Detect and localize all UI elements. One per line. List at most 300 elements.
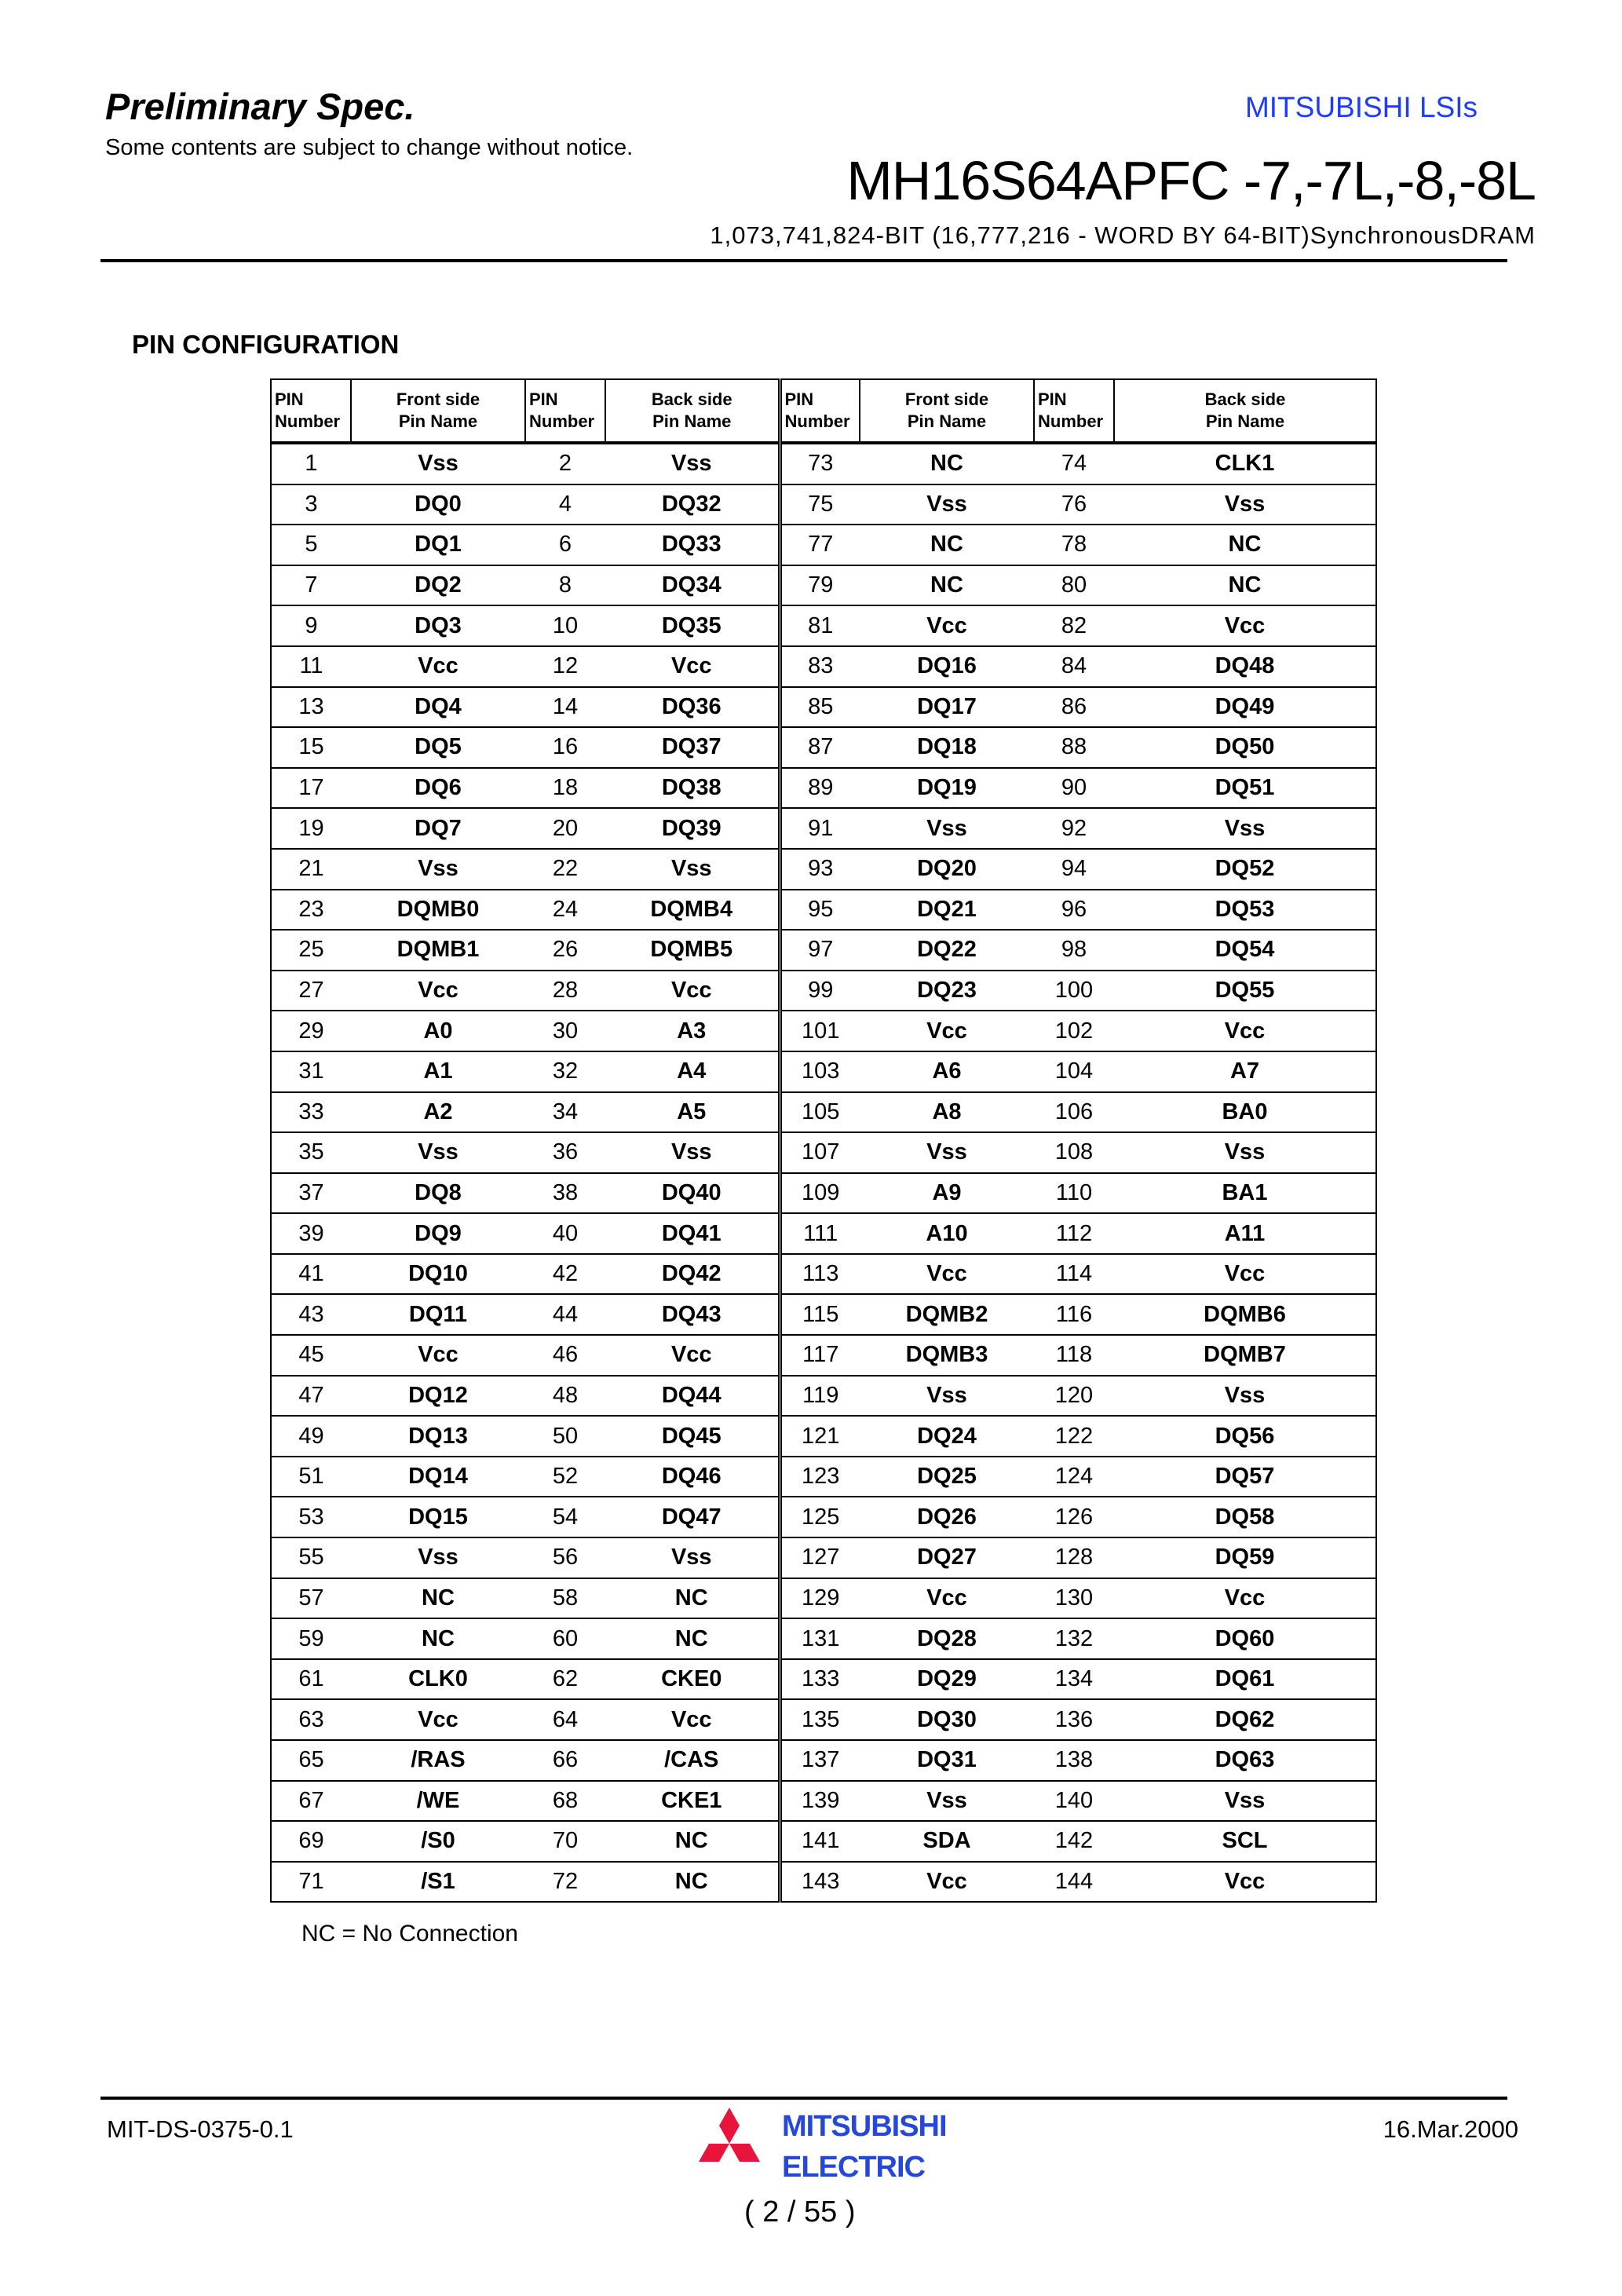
front-pin-number: 79	[780, 565, 860, 606]
back-pin-name: Vcc	[1114, 1862, 1376, 1903]
back-pin-name: A5	[605, 1092, 780, 1133]
part-description: 1,073,741,824-BIT (16,777,216 - WORD BY 64-BIT)SynchronousDRAM	[710, 221, 1536, 249]
table-row	[271, 484, 1376, 525]
header-text: Front side	[904, 389, 989, 409]
front-pin-name: DQ14	[351, 1457, 525, 1497]
back-pin-number: 42	[525, 1254, 605, 1295]
back-pin-number: 60	[525, 1618, 605, 1659]
back-pin-number: 114	[1034, 1254, 1114, 1295]
back-pin-name: DQMB4	[605, 890, 780, 930]
back-pin-number: 8	[525, 565, 605, 606]
header-text: Back side	[651, 389, 732, 409]
back-pin-name: SCL	[1114, 1821, 1376, 1862]
table-header-row	[271, 379, 1376, 443]
back-pin-number: 136	[1034, 1699, 1114, 1740]
front-pin-name: DQ2	[351, 565, 525, 606]
back-pin-name: Vss	[605, 443, 780, 484]
front-pin-name: DQ28	[860, 1618, 1034, 1659]
back-pin-name: NC	[605, 1821, 780, 1862]
back-pin-number: 54	[525, 1497, 605, 1537]
header-text: Pin Name	[652, 411, 732, 431]
company-logo-text	[782, 2106, 947, 2188]
back-pin-number: 48	[525, 1376, 605, 1417]
front-pin-name: DQ31	[860, 1740, 1034, 1781]
front-pin-name: DQ26	[860, 1497, 1034, 1537]
front-pin-number: 71	[271, 1862, 351, 1903]
front-pin-name: DQ16	[860, 646, 1034, 687]
back-pin-number: 58	[525, 1578, 605, 1619]
header-text: Number	[1038, 411, 1104, 431]
front-pin-number: 63	[271, 1699, 351, 1740]
back-pin-number: 12	[525, 646, 605, 687]
front-pin-number: 5	[271, 525, 351, 565]
back-pin-name: DQ47	[605, 1497, 780, 1537]
front-pin-name: Vss	[860, 484, 1034, 525]
front-pin-name: DQ9	[351, 1213, 525, 1254]
front-pin-number: 119	[780, 1376, 860, 1417]
header-text: PIN	[1038, 389, 1067, 409]
front-pin-number: 135	[780, 1699, 860, 1740]
back-pin-number: 20	[525, 808, 605, 849]
front-pin-number: 133	[780, 1659, 860, 1700]
table-row	[271, 1537, 1376, 1578]
back-pin-number: 86	[1034, 687, 1114, 728]
back-pin-number: 118	[1034, 1335, 1114, 1376]
front-pin-number: 121	[780, 1416, 860, 1457]
table-row	[271, 1376, 1376, 1417]
header-front-pin-name	[860, 379, 1034, 443]
front-pin-number: 45	[271, 1335, 351, 1376]
back-pin-name: NC	[605, 1618, 780, 1659]
back-pin-number: 134	[1034, 1659, 1114, 1700]
front-pin-number: 125	[780, 1497, 860, 1537]
front-pin-name: DQMB1	[351, 930, 525, 971]
back-pin-name: DQ59	[1114, 1537, 1376, 1578]
back-pin-name: DQ63	[1114, 1740, 1376, 1781]
header-back-pin-name	[1114, 379, 1376, 443]
change-notice: Some contents are subject to change without notice.	[105, 135, 634, 160]
front-pin-number: 19	[271, 808, 351, 849]
table-row	[271, 1618, 1376, 1659]
back-pin-name: DQMB7	[1114, 1335, 1376, 1376]
front-pin-name: Vss	[351, 1132, 525, 1173]
back-pin-name: A4	[605, 1051, 780, 1092]
back-pin-name: BA1	[1114, 1173, 1376, 1214]
back-pin-number: 144	[1034, 1862, 1114, 1903]
back-pin-name: CLK1	[1114, 443, 1376, 484]
back-pin-number: 100	[1034, 971, 1114, 1011]
front-pin-number: 35	[271, 1132, 351, 1173]
front-pin-name: DQ3	[351, 605, 525, 646]
header-text: PIN	[784, 389, 814, 409]
front-pin-number: 53	[271, 1497, 351, 1537]
header-pin-number	[1034, 379, 1114, 443]
front-pin-number: 13	[271, 687, 351, 728]
front-pin-name: Vss	[351, 849, 525, 890]
front-pin-number: 129	[780, 1578, 860, 1619]
front-pin-number: 109	[780, 1173, 860, 1214]
front-pin-name: Vcc	[860, 1011, 1034, 1051]
front-pin-name: A9	[860, 1173, 1034, 1214]
table-row	[271, 808, 1376, 849]
back-pin-name: DQ40	[605, 1173, 780, 1214]
back-pin-number: 16	[525, 727, 605, 768]
back-pin-number: 46	[525, 1335, 605, 1376]
back-pin-number: 34	[525, 1092, 605, 1133]
back-pin-name: Vss	[1114, 1781, 1376, 1822]
back-pin-name: Vss	[1114, 1376, 1376, 1417]
back-pin-number: 110	[1034, 1173, 1114, 1214]
back-pin-name: Vcc	[605, 1335, 780, 1376]
back-pin-name: DQ54	[1114, 930, 1376, 971]
front-pin-name: Vss	[860, 808, 1034, 849]
front-pin-number: 27	[271, 971, 351, 1011]
back-pin-name: CKE0	[605, 1659, 780, 1700]
front-pin-number: 69	[271, 1821, 351, 1862]
back-pin-name: DQMB6	[1114, 1294, 1376, 1335]
front-pin-number: 59	[271, 1618, 351, 1659]
table-row	[271, 1862, 1376, 1903]
front-pin-name: DQ4	[351, 687, 525, 728]
front-pin-number: 131	[780, 1618, 860, 1659]
back-pin-name: DQ62	[1114, 1699, 1376, 1740]
footer-divider	[100, 2097, 1507, 2100]
front-pin-number: 7	[271, 565, 351, 606]
front-pin-number: 61	[271, 1659, 351, 1700]
front-pin-number: 99	[780, 971, 860, 1011]
header-back-pin-name	[605, 379, 780, 443]
back-pin-number: 142	[1034, 1821, 1114, 1862]
front-pin-number: 103	[780, 1051, 860, 1092]
back-pin-name: DQ58	[1114, 1497, 1376, 1537]
header-text: Pin Name	[398, 411, 478, 431]
front-pin-name: Vss	[351, 1537, 525, 1578]
back-pin-name: DQ61	[1114, 1659, 1376, 1700]
front-pin-number: 113	[780, 1254, 860, 1295]
front-pin-number: 83	[780, 646, 860, 687]
front-pin-name: NC	[860, 565, 1034, 606]
front-pin-number: 43	[271, 1294, 351, 1335]
front-pin-number: 33	[271, 1092, 351, 1133]
back-pin-number: 106	[1034, 1092, 1114, 1133]
back-pin-name: DQ49	[1114, 687, 1376, 728]
back-pin-name: DQ56	[1114, 1416, 1376, 1457]
back-pin-number: 102	[1034, 1011, 1114, 1051]
back-pin-number: 76	[1034, 484, 1114, 525]
header-text: Front side	[396, 389, 480, 409]
table-row	[271, 1457, 1376, 1497]
front-pin-name: NC	[860, 443, 1034, 484]
table-row	[271, 1294, 1376, 1335]
table-row	[271, 565, 1376, 606]
front-pin-name: DQ22	[860, 930, 1034, 971]
front-pin-name: /S1	[351, 1862, 525, 1903]
back-pin-name: DQ37	[605, 727, 780, 768]
front-pin-name: NC	[351, 1618, 525, 1659]
front-pin-name: DQ29	[860, 1659, 1034, 1700]
back-pin-number: 2	[525, 443, 605, 484]
front-pin-number: 73	[780, 443, 860, 484]
front-pin-number: 77	[780, 525, 860, 565]
front-pin-number: 55	[271, 1537, 351, 1578]
front-pin-name: DQ11	[351, 1294, 525, 1335]
table-row	[271, 1011, 1376, 1051]
back-pin-name: DQ36	[605, 687, 780, 728]
front-pin-name: DQ5	[351, 727, 525, 768]
front-pin-name: DQ6	[351, 768, 525, 809]
back-pin-name: DQ38	[605, 768, 780, 809]
back-pin-number: 66	[525, 1740, 605, 1781]
front-pin-number: 47	[271, 1376, 351, 1417]
table-row	[271, 930, 1376, 971]
front-pin-name: DQ15	[351, 1497, 525, 1537]
front-pin-number: 141	[780, 1821, 860, 1862]
logo-line-2: ELECTRIC	[782, 2151, 925, 2184]
table-row	[271, 443, 1376, 484]
back-pin-name: DQ46	[605, 1457, 780, 1497]
three-diamonds-logo-icon	[694, 2108, 765, 2177]
front-pin-number: 95	[780, 890, 860, 930]
back-pin-number: 64	[525, 1699, 605, 1740]
front-pin-name: Vcc	[860, 1254, 1034, 1295]
front-pin-name: DQ21	[860, 890, 1034, 930]
table-row	[271, 727, 1376, 768]
back-pin-number: 132	[1034, 1618, 1114, 1659]
back-pin-name: DQ52	[1114, 849, 1376, 890]
table-row	[271, 1578, 1376, 1619]
front-pin-name: DQ23	[860, 971, 1034, 1011]
logo-line-1: MITSUBISHI	[782, 2110, 947, 2143]
back-pin-number: 138	[1034, 1740, 1114, 1781]
back-pin-number: 70	[525, 1821, 605, 1862]
table-row	[271, 1051, 1376, 1092]
back-pin-number: 18	[525, 768, 605, 809]
back-pin-name: DQ55	[1114, 971, 1376, 1011]
front-pin-name: A1	[351, 1051, 525, 1092]
table-row	[271, 525, 1376, 565]
back-pin-number: 32	[525, 1051, 605, 1092]
back-pin-name: DQ44	[605, 1376, 780, 1417]
back-pin-name: A3	[605, 1011, 780, 1051]
back-pin-number: 24	[525, 890, 605, 930]
back-pin-name: DQ35	[605, 605, 780, 646]
front-pin-number: 105	[780, 1092, 860, 1133]
back-pin-name: DQ48	[1114, 646, 1376, 687]
back-pin-number: 36	[525, 1132, 605, 1173]
front-pin-number: 85	[780, 687, 860, 728]
front-pin-name: NC	[351, 1578, 525, 1619]
front-pin-name: /RAS	[351, 1740, 525, 1781]
back-pin-name: DQ41	[605, 1213, 780, 1254]
front-pin-name: Vss	[860, 1781, 1034, 1822]
front-pin-number: 17	[271, 768, 351, 809]
document-id: MIT-DS-0375-0.1	[107, 2115, 294, 2143]
front-pin-name: DQ25	[860, 1457, 1034, 1497]
back-pin-number: 108	[1034, 1132, 1114, 1173]
table-row	[271, 687, 1376, 728]
front-pin-name: DQ27	[860, 1537, 1034, 1578]
front-pin-name: DQ10	[351, 1254, 525, 1295]
back-pin-name: DQMB5	[605, 930, 780, 971]
front-pin-name: /S0	[351, 1821, 525, 1862]
back-pin-number: 90	[1034, 768, 1114, 809]
front-pin-number: 31	[271, 1051, 351, 1092]
front-pin-number: 23	[271, 890, 351, 930]
table-row	[271, 1740, 1376, 1781]
back-pin-name: Vss	[1114, 808, 1376, 849]
back-pin-name: /CAS	[605, 1740, 780, 1781]
header-pin-number	[271, 379, 351, 443]
front-pin-number: 143	[780, 1862, 860, 1903]
front-pin-number: 123	[780, 1457, 860, 1497]
header-pin-number	[780, 379, 860, 443]
section-title: PIN CONFIGURATION	[132, 330, 400, 359]
front-pin-name: NC	[860, 525, 1034, 565]
table-row	[271, 1254, 1376, 1295]
table-row	[271, 646, 1376, 687]
back-pin-name: BA0	[1114, 1092, 1376, 1133]
back-pin-name: DQ60	[1114, 1618, 1376, 1659]
back-pin-name: NC	[605, 1578, 780, 1619]
front-pin-name: A2	[351, 1092, 525, 1133]
front-pin-name: DQ30	[860, 1699, 1034, 1740]
front-pin-name: Vcc	[351, 971, 525, 1011]
back-pin-name: Vss	[605, 1132, 780, 1173]
front-pin-name: DQ13	[351, 1416, 525, 1457]
front-pin-number: 115	[780, 1294, 860, 1335]
table-row	[271, 971, 1376, 1011]
table-row	[271, 1416, 1376, 1457]
front-pin-number: 97	[780, 930, 860, 971]
front-pin-number: 75	[780, 484, 860, 525]
part-number: MH16S64APFC -7,-7L,-8,-8L	[846, 150, 1536, 211]
table-row	[271, 1821, 1376, 1862]
back-pin-name: Vcc	[605, 646, 780, 687]
back-pin-name: NC	[605, 1862, 780, 1903]
back-pin-name: DQ32	[605, 484, 780, 525]
front-pin-name: SDA	[860, 1821, 1034, 1862]
back-pin-number: 28	[525, 971, 605, 1011]
front-pin-name: DQMB2	[860, 1294, 1034, 1335]
header-pin-number	[525, 379, 605, 443]
back-pin-number: 38	[525, 1173, 605, 1214]
back-pin-number: 44	[525, 1294, 605, 1335]
back-pin-number: 26	[525, 930, 605, 971]
back-pin-number: 80	[1034, 565, 1114, 606]
front-pin-number: 93	[780, 849, 860, 890]
table-row	[271, 1173, 1376, 1214]
header-text: Pin Name	[1205, 411, 1285, 431]
back-pin-number: 98	[1034, 930, 1114, 971]
pin-table-body	[271, 443, 1376, 1902]
front-pin-name: A10	[860, 1213, 1034, 1254]
footnote: NC = No Connection	[301, 1921, 518, 1947]
back-pin-name: DQ42	[605, 1254, 780, 1295]
table-row	[271, 1781, 1376, 1822]
front-pin-name: Vcc	[860, 605, 1034, 646]
front-pin-name: Vss	[351, 443, 525, 484]
header-text: Number	[784, 411, 850, 431]
front-pin-name: DQ8	[351, 1173, 525, 1214]
header-divider	[100, 259, 1507, 262]
back-pin-name: Vss	[1114, 1132, 1376, 1173]
back-pin-number: 68	[525, 1781, 605, 1822]
table-row	[271, 1335, 1376, 1376]
front-pin-number: 57	[271, 1578, 351, 1619]
back-pin-name: DQ34	[605, 565, 780, 606]
front-pin-name: DQ12	[351, 1376, 525, 1417]
front-pin-name: DQ7	[351, 808, 525, 849]
front-pin-name: DQMB3	[860, 1335, 1034, 1376]
back-pin-number: 92	[1034, 808, 1114, 849]
back-pin-number: 112	[1034, 1213, 1114, 1254]
back-pin-number: 52	[525, 1457, 605, 1497]
back-pin-number: 94	[1034, 849, 1114, 890]
front-pin-number: 67	[271, 1781, 351, 1822]
back-pin-number: 40	[525, 1213, 605, 1254]
front-pin-name: A0	[351, 1011, 525, 1051]
front-pin-number: 91	[780, 808, 860, 849]
front-pin-number: 87	[780, 727, 860, 768]
back-pin-number: 128	[1034, 1537, 1114, 1578]
back-pin-name: Vcc	[605, 971, 780, 1011]
front-pin-name: Vcc	[351, 1335, 525, 1376]
back-pin-number: 6	[525, 525, 605, 565]
front-pin-name: Vcc	[860, 1862, 1034, 1903]
table-row	[271, 890, 1376, 930]
back-pin-name: Vcc	[1114, 1578, 1376, 1619]
back-pin-name: A11	[1114, 1213, 1376, 1254]
front-pin-name: A8	[860, 1092, 1034, 1133]
front-pin-number: 107	[780, 1132, 860, 1173]
back-pin-number: 14	[525, 687, 605, 728]
header-text: Number	[275, 411, 341, 431]
table-row	[271, 1659, 1376, 1700]
pin-configuration-table	[270, 378, 1377, 1903]
back-pin-number: 82	[1034, 605, 1114, 646]
back-pin-number: 84	[1034, 646, 1114, 687]
front-pin-number: 101	[780, 1011, 860, 1051]
back-pin-number: 72	[525, 1862, 605, 1903]
front-pin-number: 51	[271, 1457, 351, 1497]
front-pin-name: Vcc	[351, 1699, 525, 1740]
front-pin-name: DQMB0	[351, 890, 525, 930]
back-pin-number: 120	[1034, 1376, 1114, 1417]
front-pin-number: 137	[780, 1740, 860, 1781]
table-row	[271, 1092, 1376, 1133]
front-pin-number: 15	[271, 727, 351, 768]
back-pin-number: 22	[525, 849, 605, 890]
back-pin-number: 130	[1034, 1578, 1114, 1619]
back-pin-number: 116	[1034, 1294, 1114, 1335]
back-pin-name: Vss	[605, 1537, 780, 1578]
table-row	[271, 1213, 1376, 1254]
back-pin-name: NC	[1114, 565, 1376, 606]
back-pin-name: DQ53	[1114, 890, 1376, 930]
header-text: Number	[529, 411, 595, 431]
back-pin-name: DQ51	[1114, 768, 1376, 809]
back-pin-name: Vss	[1114, 484, 1376, 525]
front-pin-number: 3	[271, 484, 351, 525]
front-pin-name: /WE	[351, 1781, 525, 1822]
front-pin-number: 49	[271, 1416, 351, 1457]
back-pin-name: Vcc	[1114, 605, 1376, 646]
front-pin-name: DQ0	[351, 484, 525, 525]
back-pin-name: DQ33	[605, 525, 780, 565]
front-pin-name: Vcc	[351, 646, 525, 687]
back-pin-number: 126	[1034, 1497, 1114, 1537]
table-row	[271, 605, 1376, 646]
